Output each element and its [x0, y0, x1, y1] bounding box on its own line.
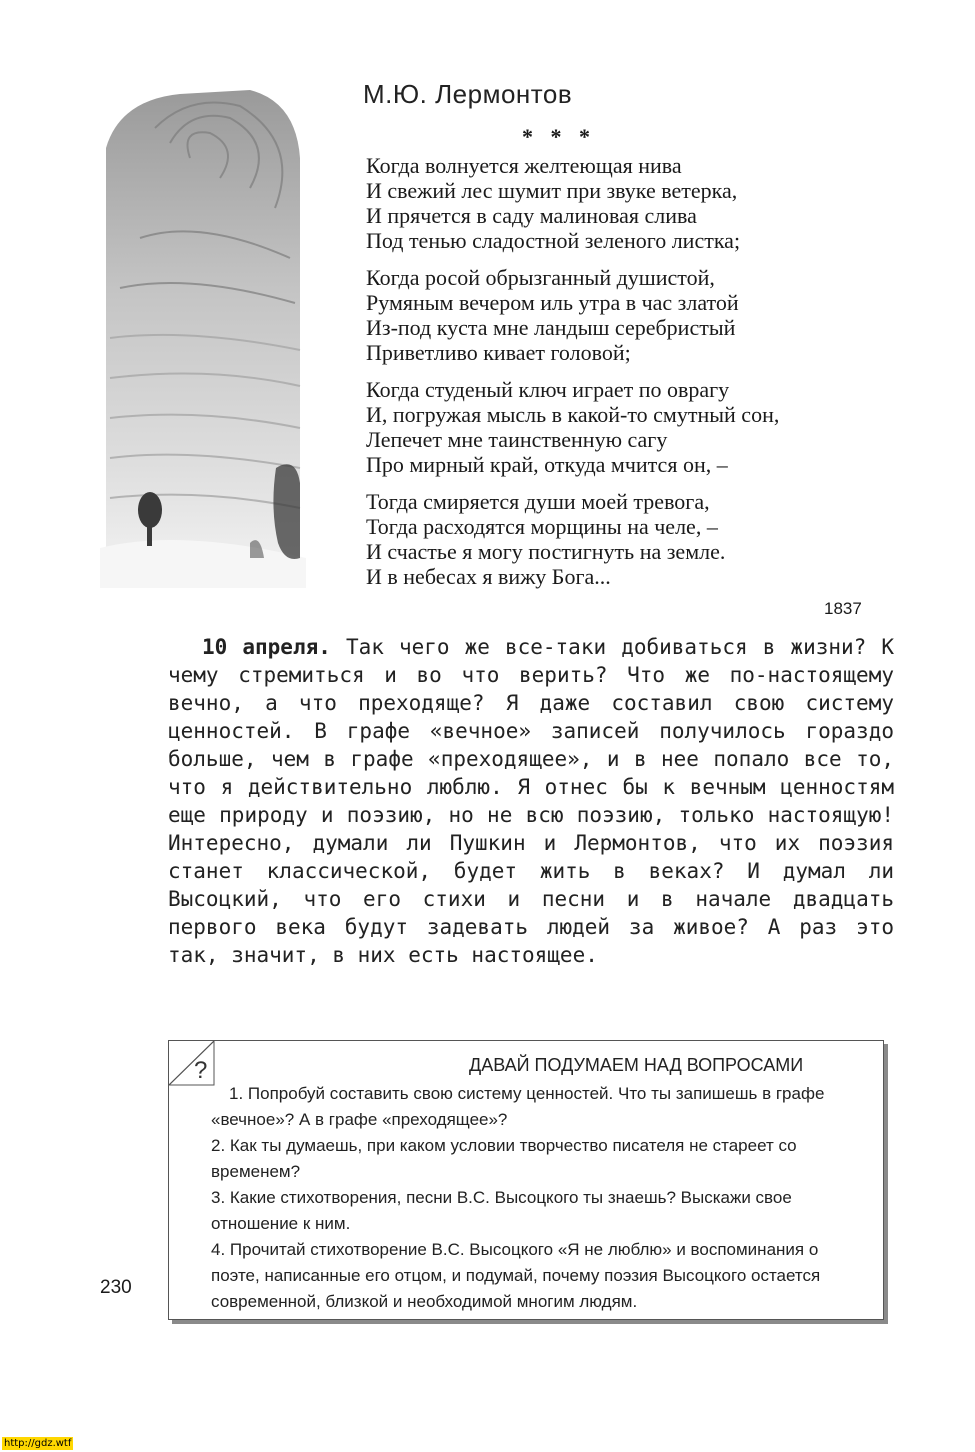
questions-title: ДАВАЙ ПОДУМАЕМ НАД ВОПРОСАМИ	[469, 1055, 804, 1075]
page-number: 230	[100, 1277, 132, 1298]
poem-line: И свежий лес шумит при звуке ветерка,	[366, 178, 738, 203]
questions-list	[211, 1081, 861, 1315]
stanza	[366, 153, 886, 253]
poem	[366, 153, 886, 601]
poem-line: Когда росой обрызганный душистой,	[366, 265, 715, 290]
poem-line: И в небесах я вижу Бога...	[366, 564, 611, 589]
question-icon	[168, 1040, 218, 1086]
poem-line: Из-под куста мне ландыш серебристый	[366, 315, 736, 340]
landscape-illustration	[100, 88, 306, 588]
poem-line: Тогда смиряется души моей тревога,	[366, 489, 710, 514]
watermark-link[interactable]: http://gdz.wtf	[4, 1438, 72, 1449]
author-name: М.Ю. Лермонтов	[363, 79, 573, 109]
poem-year: 1837	[824, 599, 862, 618]
poem-line: И, погружая мысль в какой-то смутный сон,	[366, 402, 780, 427]
stanza	[366, 265, 886, 365]
poem-line: Про мирный край, откуда мчится он, –	[366, 452, 728, 477]
question-item: 2. Как ты думаешь, при каком условии творчество писателя не стареет со временем?	[211, 1136, 797, 1181]
poem-line: Тогда расходятся морщины на челе, –	[366, 514, 718, 539]
question-item: 1. Попробуй составить свою систему ценностей. Что ты запишешь в графе «вечное»? А в графе «преходящее»?	[211, 1084, 825, 1129]
poem-line: Под тенью сладостной зеленого листка;	[366, 228, 741, 253]
poem-line: Лепечет мне таинственную сагу	[366, 427, 668, 452]
diary-entry	[168, 633, 894, 969]
question-item: 3. Какие стихотворения, песни В.С. Высоцкого ты знаешь? Выскажи свое отношение к ним.	[211, 1188, 792, 1233]
stanza	[366, 377, 886, 477]
stanza	[366, 489, 886, 589]
poem-line: И счастье я могу постигнуть на земле.	[366, 539, 726, 564]
questions-box	[168, 1040, 884, 1320]
diary-text: Так чего же все-таки добиваться в жизни? К чему стремиться и во что верить? Что же по-настоящему вечно, а что преходяще? Я даже составил свою систему ценностей. В графе «вечное» записей получилось гораздо больше, чем в графе «преходящее», и в нее попало все то, что я действительно люблю. Я отнес бы к вечным ценностям еще природу и поэзию, но не всю поэзию, только настоящую! Интересно, думали ли Пушкин и Лермонтов, что их поэзия станет классической, будет жить в веках? И думал ли Высоцкий, что его стихи и песни и в начале двадцать первого века будут задевать людей за живое? А раз это так, значит, в них есть настоящее.	[168, 635, 894, 967]
question-mark-glyph: ?	[194, 1057, 208, 1084]
question-item: 4. Прочитай стихотворение В.С. Высоцкого «Я не люблю» и воспоминания о поэте, написанные его отцом, и подумай, почему поэзия Высоцкого остается современной, близкой и необходимой многим людям.	[211, 1240, 821, 1311]
poem-line: Приветливо кивает головой;	[366, 340, 631, 365]
poem-marker: * * *	[522, 124, 596, 149]
poem-line: И прячется в саду малиновая слива	[366, 203, 697, 228]
poem-line: Когда студеный ключ играет по оврагу	[366, 377, 730, 402]
poem-line: Когда волнуется желтеющая нива	[366, 153, 682, 178]
diary-date: 10 апреля.	[202, 635, 331, 659]
poem-line: Румяным вечером иль утра в час златой	[366, 290, 739, 315]
